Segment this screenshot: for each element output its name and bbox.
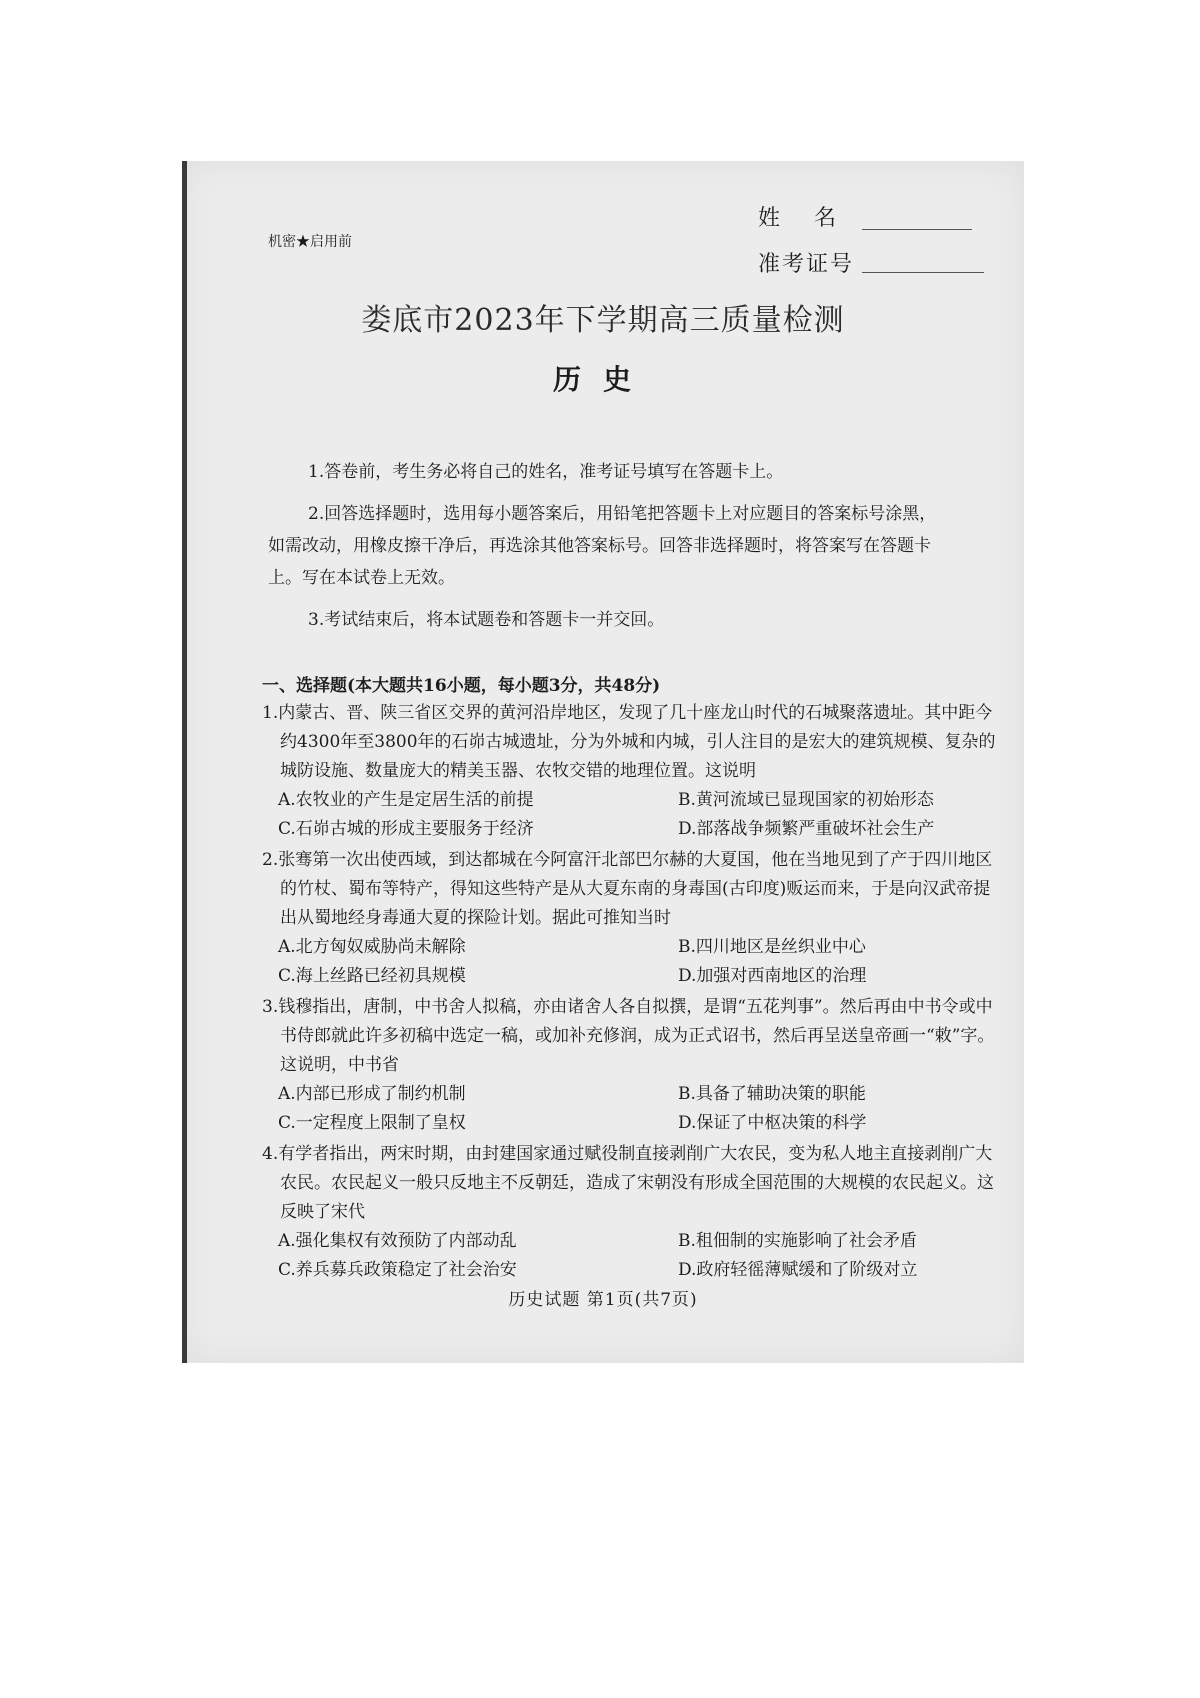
- option-a: A.农牧业的产生是定居生活的前提: [278, 790, 534, 810]
- instruction-item: 1.答卷前，考生务必将自己的姓名，准考证号填写在答题卡上。: [308, 462, 784, 482]
- option-d: D.保证了中枢决策的科学: [678, 1113, 867, 1133]
- question-4: [262, 1140, 1002, 1285]
- instruction-item: 2.回答选择题时，选用每小题答案后，用铅笔把答题卡上对应题目的答案标号涂黑，如需改动，用橡皮擦干净后，再选涂其他答案标号。回答非选择题时，将答案写在答题卡上。写在本试卷上无效。: [268, 504, 937, 588]
- exam-id-label: 准考证号: [758, 252, 855, 277]
- option-b: B.黄河流域已显现国家的初始形态: [678, 790, 934, 810]
- option-d: D.加强对西南地区的治理: [678, 966, 867, 986]
- option-c: C.养兵募兵政策稳定了社会治安: [278, 1260, 517, 1280]
- option-c: C.石峁古城的形成主要服务于经济: [278, 819, 534, 839]
- instructions: [268, 456, 948, 646]
- question-stem: 3.钱穆指出，唐制，中书舍人拟稿，亦由诸舍人各自拟撰，是谓“五花判事”。然后再由中书令或中书侍郎就此许多初稿中选定一稿，或加补充修润，成为正式诏书，然后再呈送皇帝画一“敕”字。这说明，中书省: [262, 997, 995, 1075]
- option-c: C.一定程度上限制了皇权: [278, 1113, 466, 1133]
- name-blank-line: [862, 229, 972, 230]
- question-1: [262, 699, 1002, 844]
- option-a: A.北方匈奴威胁尚未解除: [278, 937, 466, 957]
- section-title: 一、选择题(本大题共16小题，每小题3分，共48分): [262, 676, 661, 696]
- exam-title: 娄底市2023年下学期高三质量检测: [361, 303, 845, 338]
- name-label: 姓名: [758, 206, 871, 231]
- exam-id-blank-line: [862, 272, 984, 273]
- question-list: [262, 699, 1002, 1287]
- question-2: [262, 846, 1002, 991]
- question-stem: 1.内蒙古、晋、陕三省区交界的黄河沿岸地区，发现了几十座龙山时代的石城聚落遗址。其中距今约4300年至3800年的石峁古城遗址，分为外城和内城，引人注目的是宏大的建筑规模、复杂的城防设施、数量庞大的精美玉器、农牧交错的地理位置。这说明: [262, 703, 996, 781]
- option-list: [262, 1227, 1002, 1285]
- option-d: D.政府轻徭薄赋缓和了阶级对立: [678, 1260, 918, 1280]
- question-3: [262, 993, 1002, 1138]
- question-stem: 2.张骞第一次出使西域，到达都城在今阿富汗北部巴尔赫的大夏国，他在当地见到了产于四川地区的竹杖、蜀布等特产，得知这些特产是从大夏东南的身毒国(古印度)贩运而来，于是向汉武帝提出从蜀地经身毒通大夏的探险计划。据此可推知当时: [262, 850, 993, 928]
- subject-title: 历史: [552, 363, 653, 396]
- option-c: C.海上丝路已经初具规模: [278, 966, 466, 986]
- option-b: B.具备了辅助决策的职能: [678, 1084, 866, 1104]
- option-list: [262, 933, 1002, 991]
- option-b: B.租佃制的实施影响了社会矛盾: [678, 1231, 917, 1251]
- option-a: A.内部已形成了制约机制: [278, 1084, 466, 1104]
- option-list: [262, 786, 1002, 844]
- page-footer: 历史试题 第1页(共7页): [508, 1290, 698, 1310]
- option-d: D.部落战争频繁严重破坏社会生产: [678, 819, 935, 839]
- option-a: A.强化集权有效预防了内部动乱: [278, 1231, 517, 1251]
- instruction-item: 3.考试结束后，将本试题卷和答题卡一并交回。: [308, 610, 665, 630]
- confidential-mark: 机密★启用前: [268, 234, 352, 250]
- question-stem: 4.有学者指出，两宋时期，由封建国家通过赋役制直接剥削广大农民，变为私人地主直接剥削广大农民。农民起义一般只反地主不反朝廷，造成了宋朝没有形成全国范围的大规模的农民起义。这反映了宋代: [262, 1144, 994, 1222]
- exam-page: [182, 161, 1024, 1363]
- option-b: B.四川地区是丝织业中心: [678, 937, 866, 957]
- option-list: [262, 1080, 1002, 1138]
